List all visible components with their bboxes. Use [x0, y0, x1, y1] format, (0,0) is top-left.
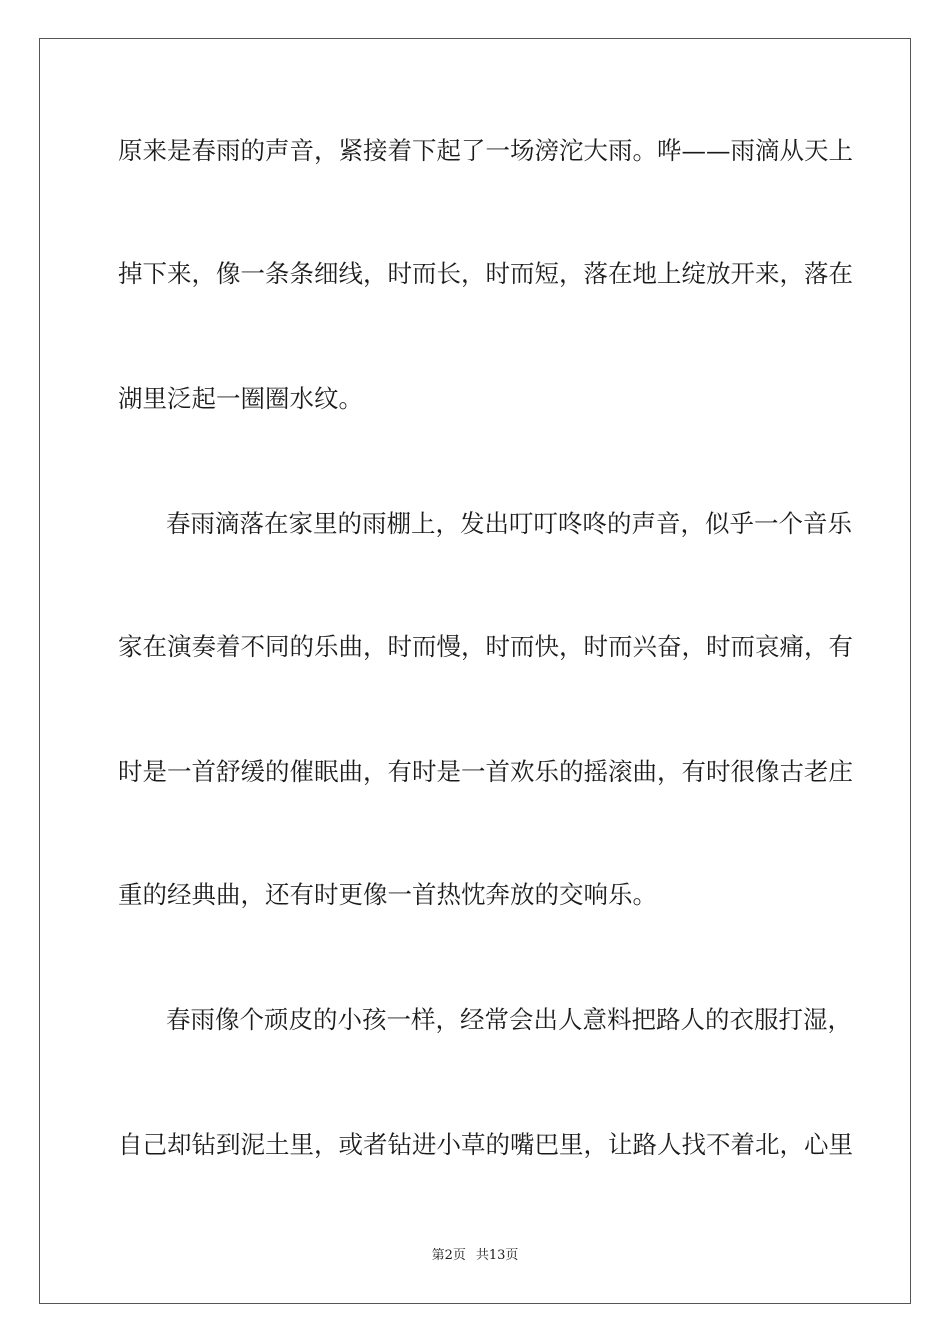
- page-total: 共13页: [475, 1248, 519, 1263]
- paragraph-line: 自己却钻到泥土里，或者钻进小草的嘴巴里，让路人找不着北，心里: [118, 1130, 853, 1159]
- paragraph-line: 家在演奏着不同的乐曲，时而慢，时而快，时而兴奋，时而哀痛，有: [118, 632, 853, 661]
- page-number: 第2页: [431, 1248, 466, 1263]
- paragraph-line: 湖里泛起一圈圈水纹。: [118, 384, 363, 413]
- page-border: [39, 38, 911, 1304]
- paragraph-line: 春雨滴落在家里的雨棚上，发出叮叮咚咚的声音，似乎一个音乐: [166, 509, 852, 538]
- paragraph-line: 掉下来，像一条条细线，时而长，时而短，落在地上绽放开来，落在: [118, 259, 853, 288]
- paragraph-line: 重的经典曲，还有时更像一首热忱奔放的交响乐。: [118, 880, 657, 909]
- page-footer: [0, 1248, 950, 1264]
- paragraph-line: 春雨像个顽皮的小孩一样，经常会出人意料把路人的衣服打湿，: [166, 1005, 852, 1034]
- paragraph-line: 时是一首舒缓的催眠曲，有时是一首欢乐的摇滚曲，有时很像古老庄: [118, 757, 853, 786]
- paragraph-line: 原来是春雨的声音，紧接着下起了一场滂沱大雨。哗——雨滴从天上: [118, 136, 853, 165]
